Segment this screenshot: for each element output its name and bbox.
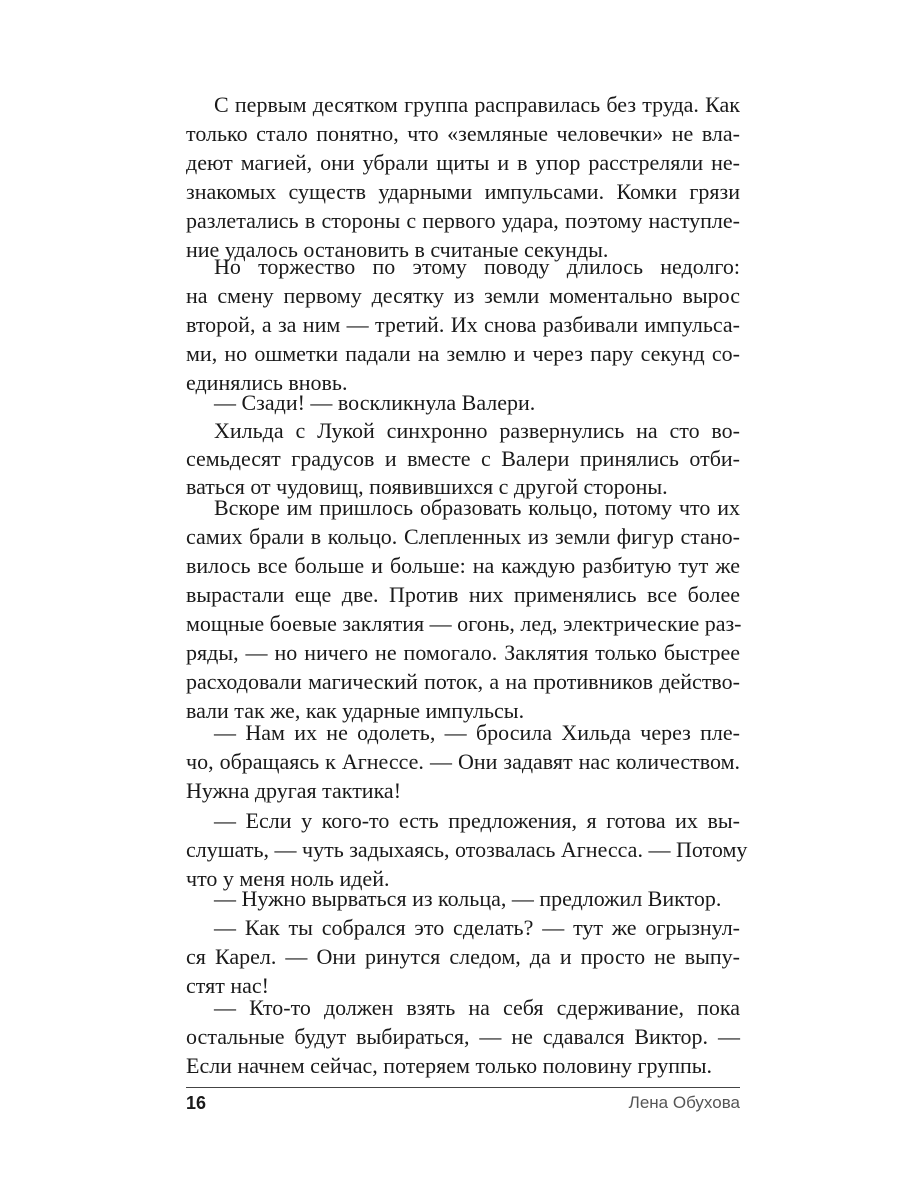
text-line: второй, а за ним — третий. Их снова разбивали импульса- xyxy=(186,312,740,337)
text-line: семьдесят градусов и вместе с Валери принялись отби- xyxy=(186,446,740,471)
text-line: ряды, — но ничего не помогало. Заклятия только быстрее xyxy=(186,640,740,665)
text-line: — Как ты собрался это сделать? — тут же огрызнул- xyxy=(214,915,740,940)
text-line: Хильда с Лукой синхронно развернулись на сто во- xyxy=(214,418,740,443)
text-line: стят нас! xyxy=(186,973,269,998)
page-number: 16 xyxy=(186,1093,207,1113)
text-line: С первым десятком группа расправилась без труда. Как xyxy=(214,92,740,117)
text-line: вилось все больше и больше: на каждую разбитую тут же xyxy=(186,553,740,578)
text-line: на смену первому десятку из земли моментально вырос xyxy=(186,283,740,308)
text-line: слушать, — чуть задыхаясь, отозвалась Агнесса. — Потому xyxy=(186,837,748,862)
text-line: вали так же, как ударные импульсы. xyxy=(186,698,525,723)
text-line: только стало понятно, что «земляные человечки» не вла- xyxy=(186,121,740,146)
text-line: Вскоре им пришлось образовать кольцо, потому что их xyxy=(214,495,740,520)
text-line: остальные будут выбираться, — не сдавался Виктор. — xyxy=(186,1024,740,1049)
text-line: ние удалось остановить в считаные секунды. xyxy=(186,237,609,262)
text-line: разлетались в стороны с первого удара, поэтому наступле- xyxy=(186,208,740,233)
text-line: — Сзади! — воскликнула Валери. xyxy=(214,390,536,415)
text-line: ваться от чудовищ, появившихся с другой стороны. xyxy=(186,474,668,499)
text-line: вырастали еще две. Против них применялись все более xyxy=(186,582,740,607)
text-line: самих брали в кольцо. Слепленных из земли фигур стано- xyxy=(186,524,740,549)
text-line: — Нужно вырваться из кольца, — предложил Виктор. xyxy=(214,886,722,911)
text-line: Нужна другая тактика! xyxy=(186,778,402,803)
text-line: расходовали магический поток, а на противников действо- xyxy=(186,669,740,694)
text-line: единялись вновь. xyxy=(186,370,348,395)
text-line: — Нам их не одолеть, — бросила Хильда через пле- xyxy=(214,720,740,745)
text-line: ми, но ошметки падали на землю и через пару секунд со- xyxy=(186,341,740,366)
running-footer-author: Лена Обухова xyxy=(628,1093,740,1112)
text-line: знакомых существ ударными импульсами. Комки грязи xyxy=(186,179,740,204)
text-line: Если начнем сейчас, потеряем только половину группы. xyxy=(186,1053,713,1078)
footer-divider xyxy=(186,1087,740,1088)
text-line: Но торжество по этому поводу длилось недолго: xyxy=(214,254,740,279)
text-line: чо, обращаясь к Агнессе. — Они задавят нас количеством. xyxy=(186,749,740,774)
text-line: деют магией, они убрали щиты и в упор расстреляли не- xyxy=(186,150,740,175)
text-line: — Кто-то должен взять на себя сдерживание, пока xyxy=(214,995,740,1020)
text-line: ся Карел. — Они ринутся следом, да и просто не выпу- xyxy=(186,944,740,969)
text-line: — Если у кого-то есть предложения, я готова их вы- xyxy=(214,808,740,833)
text-line: мощные боевые заклятия — огонь, лед, электрические раз- xyxy=(186,611,742,636)
text-line: что у меня ноль идей. xyxy=(186,866,390,891)
